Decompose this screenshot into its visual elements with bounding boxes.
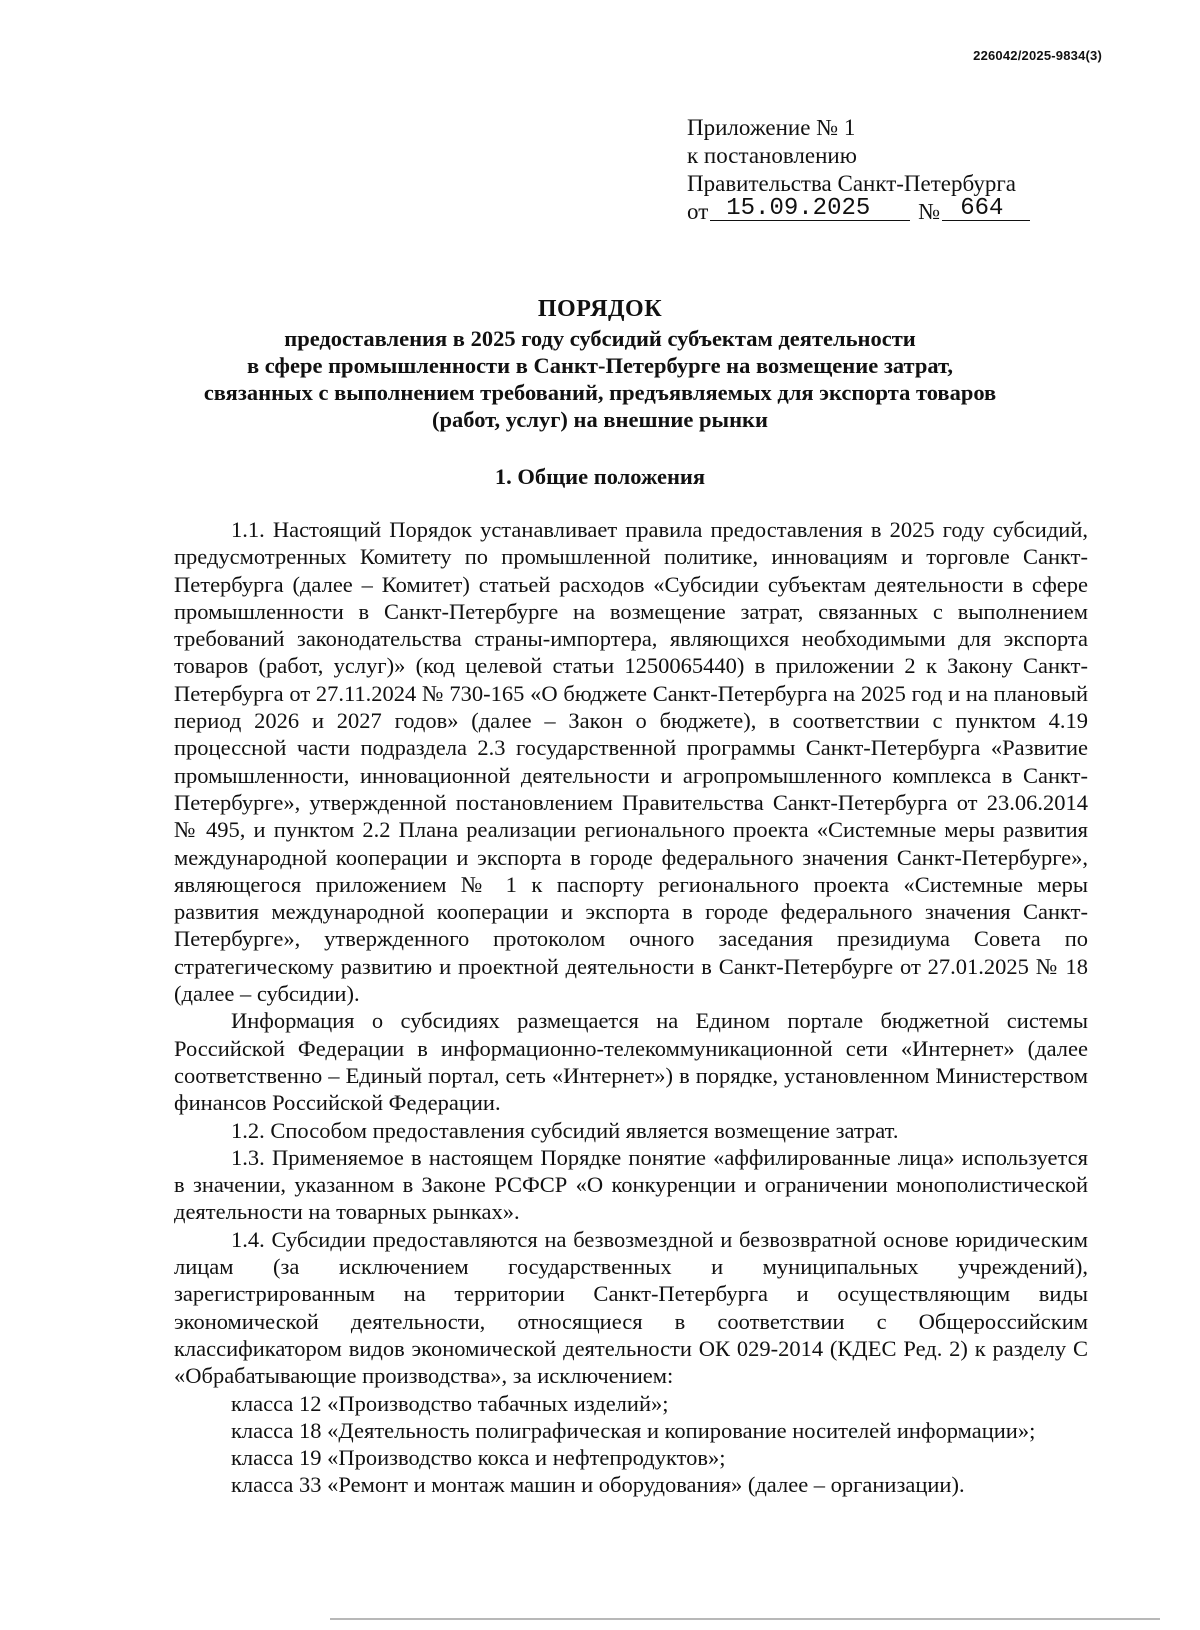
title-subtitle-line-3: связанных с выполнением требований, предъявляемых для экспорта товаров [203,380,997,405]
paragraph-1-2: 1.2. Способом предоставления субсидий является возмещение затрат. [231,1117,899,1143]
document-title [0,296,1200,433]
exclusion-item: класса 18 «Деятельность полиграфическая и копирование носителей информации»; [231,1417,1036,1443]
title-subtitle-line-2: в сфере промышленности в Санкт-Петербурге на возмещение затрат, [246,353,954,378]
document-body [174,516,1088,1499]
paragraph-information: Информация о субсидиях размещается на Едином портале бюджетной системы Российской Федерации в информационно-телекоммуникационной сети «Интернет» (далее соответственно – Единый портал, сеть «Интернет») в порядке, установленном Министерством финансов Российской Федерации. [174,1008,1088,1116]
document-registration-number: 226042/2025-9834(3) [973,48,1102,63]
title-subtitle-line-4: (работ, услуг) на внешние рынки [432,407,768,432]
exclusion-item: класса 33 «Ремонт и монтаж машин и оборудования» (далее – организации). [231,1472,965,1498]
from-label: от [687,199,709,224]
paragraph-1-1: 1.1. Настоящий Порядок устанавливает правила предоставления в 2025 году субсидий, предусмотренных Комитету по промышленной политике, инновациям и торговле Санкт-Петербурга (далее – Комитет) статьей расходов «Субсидии субъектам деятельности в сфере промышленности в Санкт-Петербурге на возмещение затрат, связанных с выполнением требований законодательства страны-импортера, являющихся необходимыми для экспорта товаров (работ, услуг)» (код целевой статьи 1250065440) в приложении 2 к Закону Санкт-Петербурга от 27.11.2024 № 730-165 «О бюджете Санкт-Петербурга на 2025 год и на плановый период 2026 и 2027 годов» (далее – Закон о бюджете), в соответствии с пунктом 4.19 процессной части подраздела 2.3 государственной программы Санкт-Петербурга «Развитие промышленности, инновационной деятельности и агропромышленного комплекса в Санкт-Петербурге», утвержденной постановлением Правительства Санкт-Петербурга от 23.06.2014 № 495, и пунктом 2.2 Плана реализации регионального проекта «Системные меры развития международной кооперации и экспорта в городе федерального значения Санкт-Петербурге», являющегося приложением № 1 к паспорту регионального проекта «Системные меры развития международной кооперации и экспорта в городе федерального значения Санкт-Петербурге», утвержденного протоколом очного заседания президиума Совета по стратегическому развитию и проектной деятельности в Санкт-Петербурге от 27.01.2025 № 18 (далее – субсидии). [174,517,1088,1007]
section-heading-general-provisions: 1. Общие положения [494,464,706,489]
appendix-issuer: Правительства Санкт-Петербурга [687,171,1016,196]
resolution-date: 15.09.2025 [710,198,910,221]
exclusion-item: класса 12 «Производство табачных изделий»; [231,1390,669,1416]
appendix-number: Приложение № 1 [687,115,856,140]
resolution-date-line [687,195,1030,226]
number-label: № [918,199,941,224]
title-main: ПОРЯДОК [537,296,663,322]
resolution-number: 664 [942,198,1030,221]
appendix-to-resolution: к постановлению [687,143,857,168]
exclusion-item: класса 19 «Производство кокса и нефтепродуктов»; [231,1445,726,1471]
paragraph-1-4: 1.4. Субсидии предоставляются на безвозмездной и безвозвратной основе юридическим лицам (за исключением государственных и муниципальных учреждений), зарегистрированным на территории Санкт-Петербурга и осуществляющим виды экономической деятельности, относящиеся в соответствии с Общероссийским классификатором видов экономической деятельности ОК 029-2014 (КДЕС Ред. 2) к разделу С «Обрабатывающие производства», за исключением: [174,1226,1088,1389]
title-subtitle-line-1: предоставления в 2025 году субсидий субъектам деятельности [284,326,916,351]
appendix-header [687,114,1030,226]
scan-edge-divider [330,1618,1160,1620]
paragraph-1-3: 1.3. Применяемое в настоящем Порядке понятие «аффилированные лица» используется в значении, указанном в Законе РСФСР «О конкуренции и ограничении монополистической деятельности на товарных рынках». [174,1144,1088,1225]
